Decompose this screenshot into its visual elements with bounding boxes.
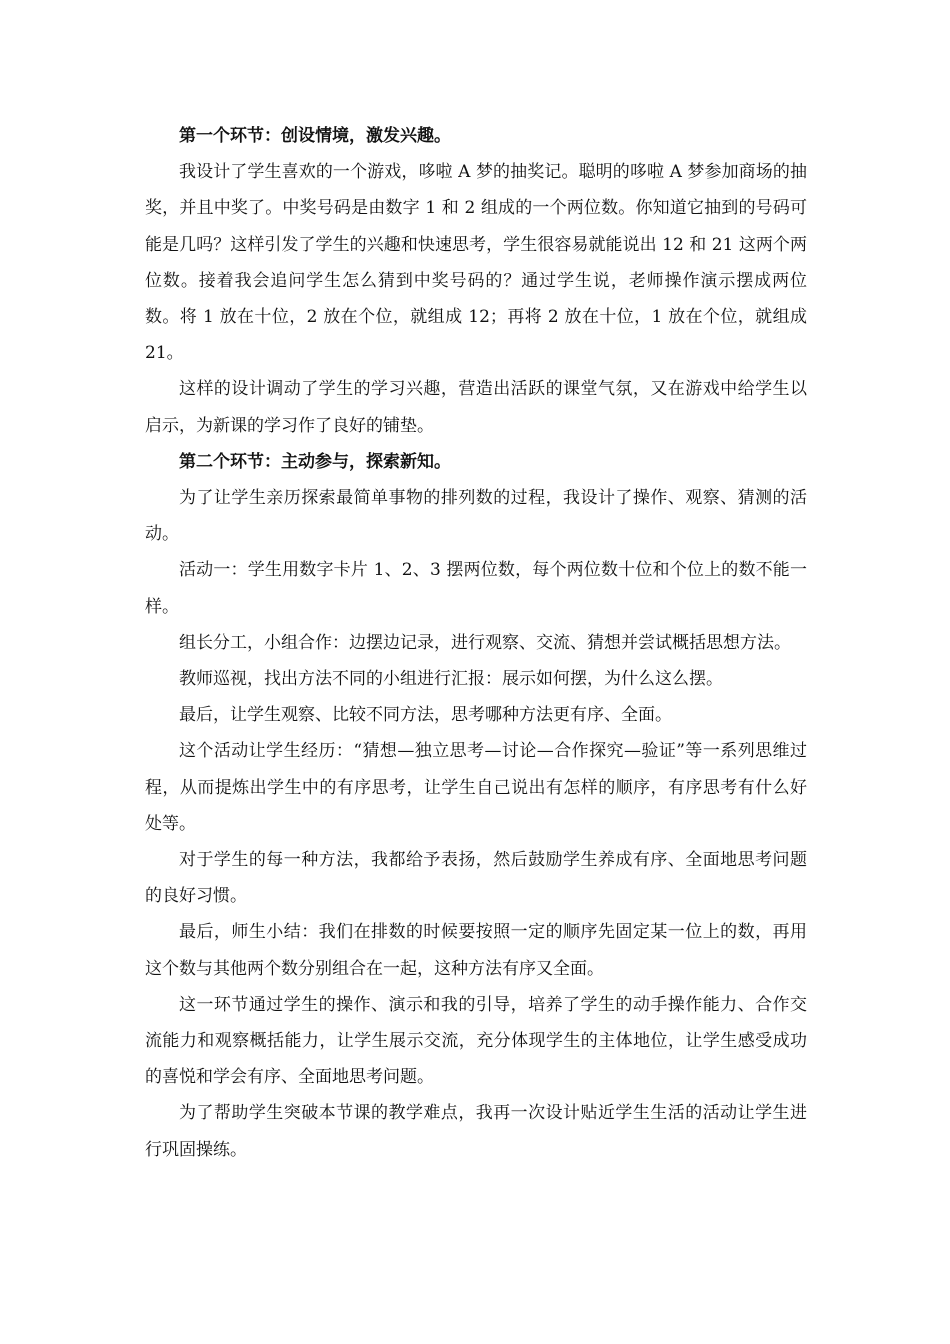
body-paragraph: 为了让学生亲历探索最简单事物的排列数的过程，我设计了操作、观察、猜测的活动。	[145, 488, 807, 545]
document-page	[145, 118, 807, 1168]
body-paragraph: 教师巡视，找出方法不同的小组进行汇报：展示如何摆，为什么这么摆。	[179, 669, 723, 690]
body-paragraph: 为了帮助学生突破本节课的教学难点，我再一次设计贴近学生生活的活动让学生进行巩固操练。	[145, 1103, 807, 1160]
body-paragraph: 活动一：学生用数字卡片 1、2、3 摆两位数，每个两位数十位和个位上的数不能一样。	[145, 560, 807, 617]
section-heading-1: 第一个环节：创设情境，激发兴趣。	[179, 126, 451, 146]
body-paragraph: 我设计了学生喜欢的一个游戏，哆啦 A 梦的抽奖记。聪明的哆啦 A 梦参加商场的抽奖，并且中奖了。中奖号码是由数字 1 和 2 组成的一个两位数。你知道它抽到的号码可能是几吗？这样引发了学生的兴趣和快速思考，学生很容易就能说出 12 和 21 这两个两位数。接着我会追问学生怎么猜到中奖号码的？通过学生说，老师操作演示摆成两位数。将 1 放在十位，2 放在个位，就组成 12；再将 2 放在十位，1 放在个位，就组成 21。	[145, 162, 807, 364]
body-paragraph: 这样的设计调动了学生的学习兴趣，营造出活跃的课堂气氛，又在游戏中给学生以启示，为新课的学习作了良好的铺垫。	[145, 379, 807, 436]
section-heading-2: 第二个环节：主动参与，探索新知。	[179, 451, 451, 472]
body-paragraph: 这个活动让学生经历：“猜想—独立思考—讨论—合作探究—验证”等一系列思维过程，从而提炼出学生中的有序思考，让学生自己说出有怎样的顺序，有序思考有什么好处等。	[145, 741, 807, 834]
body-paragraph: 最后，让学生观察、比较不同方法，思考哪种方法更有序、全面。	[179, 705, 672, 726]
body-paragraph: 对于学生的每一种方法，我都给予表扬，然后鼓励学生养成有序、全面地思考问题的良好习惯。	[145, 850, 807, 907]
body-paragraph: 组长分工，小组合作：边摆边记录，进行观察、交流、猜想并尝试概括思想方法。	[179, 632, 791, 653]
body-paragraph: 这一环节通过学生的操作、演示和我的引导，培养了学生的动手操作能力、合作交流能力和观察概括能力，让学生展示交流，充分体现学生的主体地位，让学生感受成功的喜悦和学会有序、全面地思考问题。	[145, 994, 807, 1088]
body-paragraph: 最后，师生小结：我们在排数的时候要按照一定的顺序先固定某一位上的数，再用这个数与其他两个数分别组合在一起，这种方法有序又全面。	[145, 922, 807, 979]
